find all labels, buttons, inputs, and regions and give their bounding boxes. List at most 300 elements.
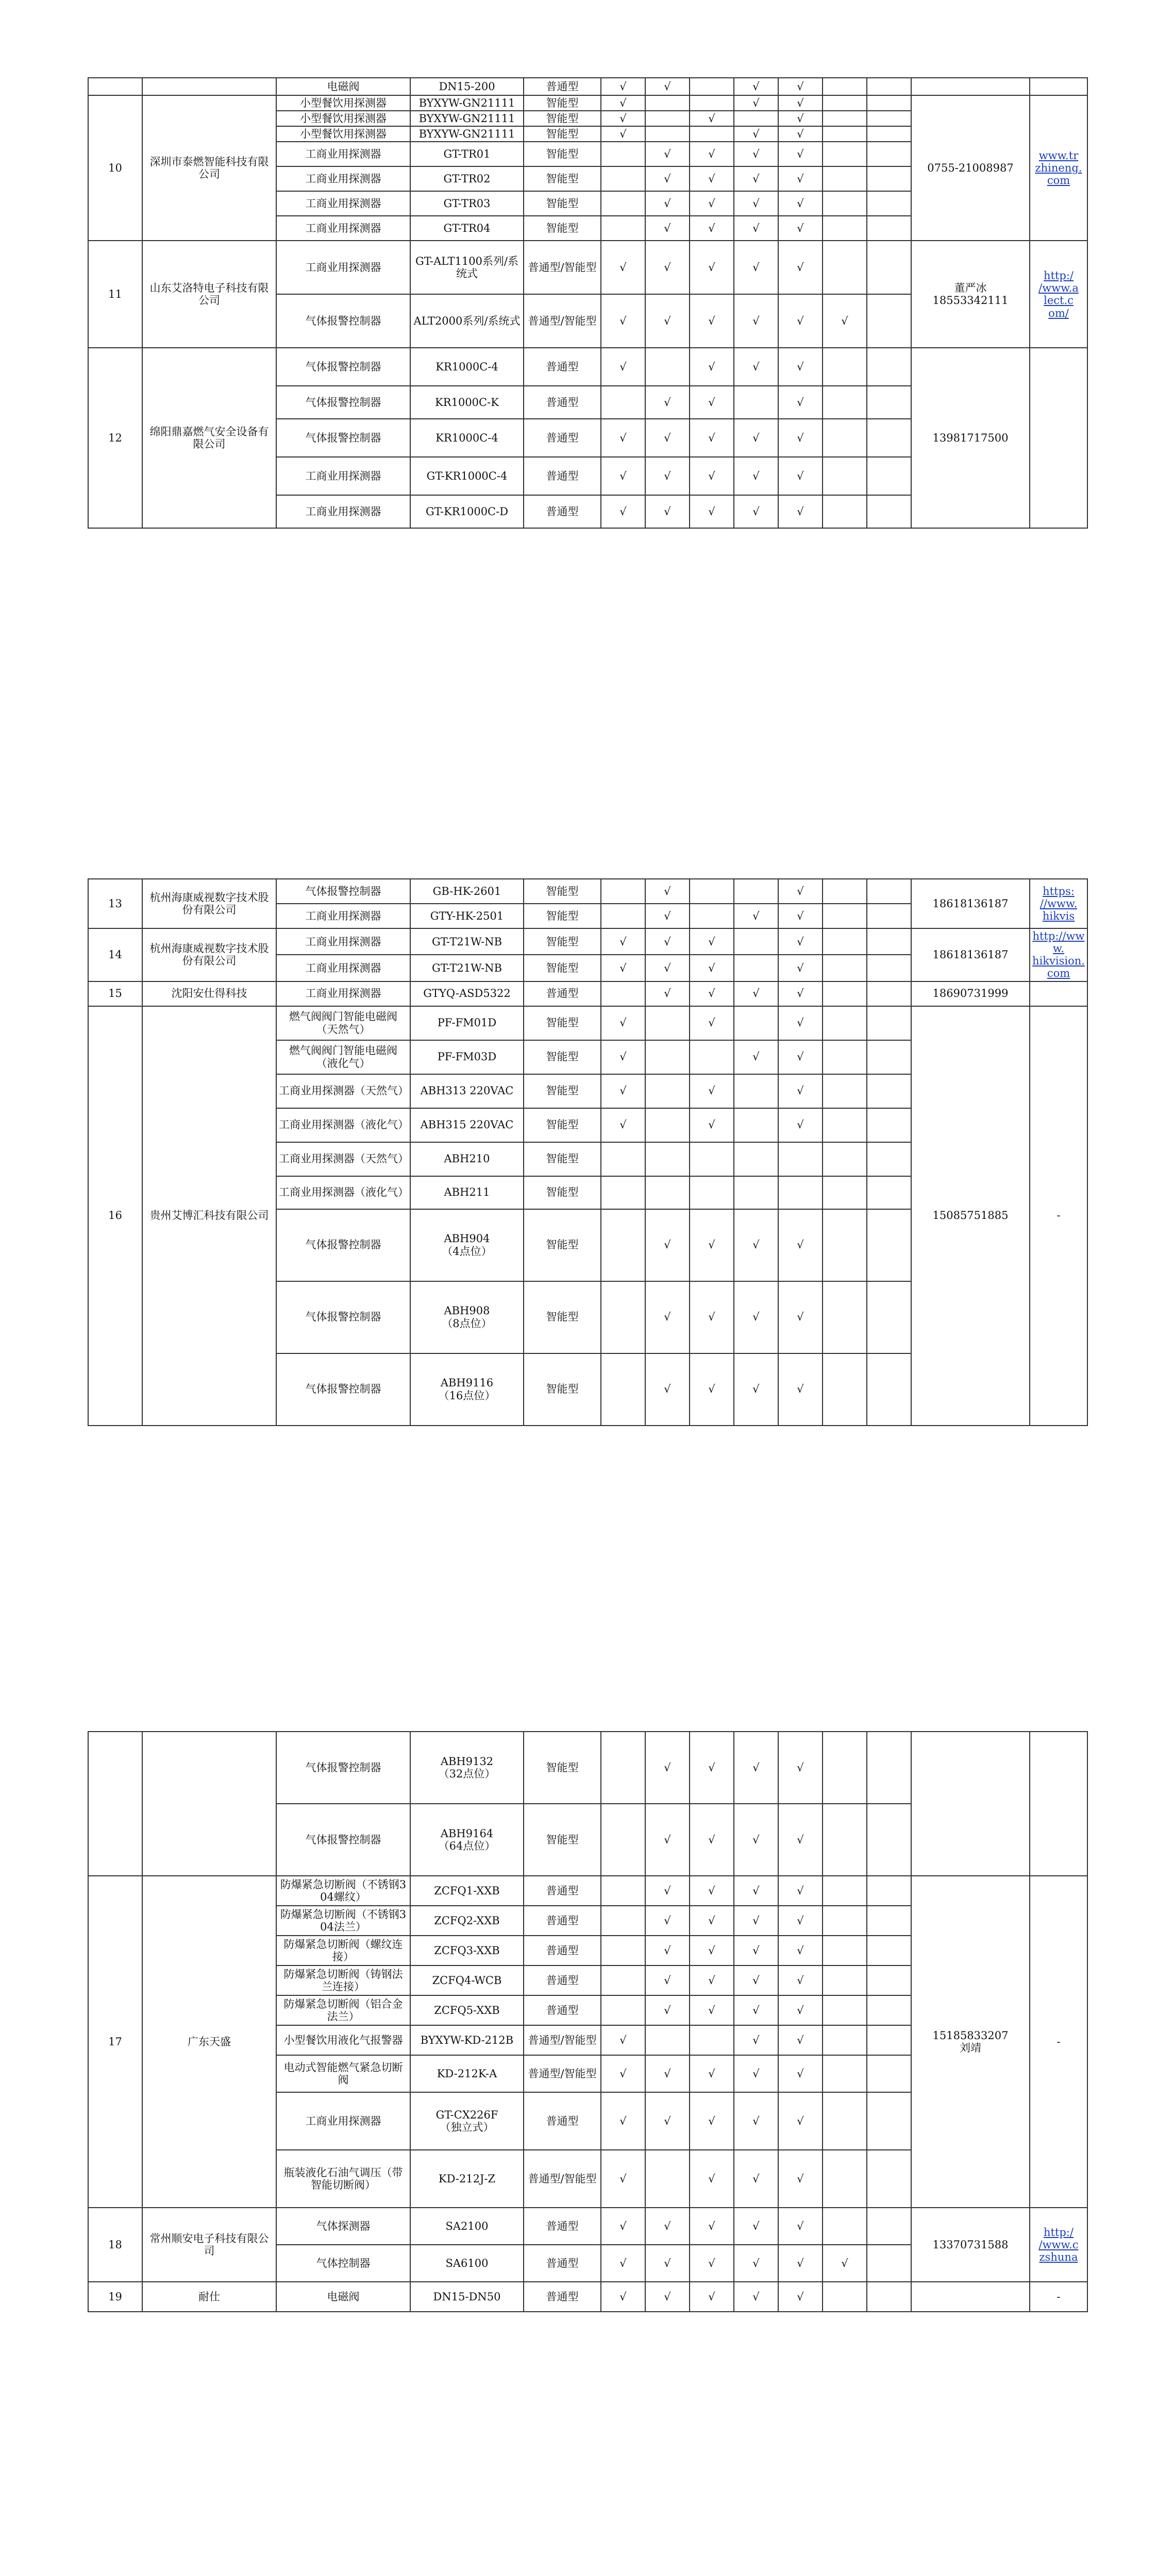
check-cell: √ [734,1040,778,1074]
model-number: KR1000C-4 [410,419,524,457]
product-name: 工商业用探测器 [276,2092,410,2150]
check-cell [823,241,867,294]
check-cell [601,1804,645,1876]
check-cell [823,1965,867,1995]
check-cell: √ [690,2055,734,2092]
check-cell [645,1176,690,1209]
check-cell: √ [778,1209,823,1281]
product-name: 气体报警控制器 [276,879,410,904]
website-link[interactable]: http:/ /www.a lect.c om/ [1030,241,1087,348]
check-cell: √ [778,879,823,904]
check-cell [823,1142,867,1176]
model-number: ABH9164 （64点位） [410,1804,524,1876]
check-cell: √ [734,2055,778,2092]
check-cell: √ [778,386,823,419]
check-cell: √ [778,1936,823,1965]
check-cell [867,1876,911,1906]
check-cell [645,95,690,111]
check-cell: √ [734,2150,778,2208]
model-number: ABH211 [410,1176,524,1209]
check-cell: √ [645,142,690,166]
check-cell: √ [645,495,690,528]
check-cell [867,1353,911,1426]
check-cell: √ [645,981,690,1006]
product-type: 智能型 [524,126,601,142]
check-cell: √ [645,78,690,95]
check-cell: √ [734,348,778,386]
check-cell: √ [645,1936,690,1965]
check-cell: √ [645,1804,690,1876]
check-cell: √ [690,1281,734,1353]
company-name: 绵阳鼎嘉燃气安全设备有限公司 [142,348,276,528]
check-cell [867,95,911,111]
product-name: 防爆紧急切断阀（不锈钢304法兰） [276,1906,410,1936]
contact-info: 18690731999 [911,981,1030,1006]
check-cell [867,348,911,386]
check-cell: √ [734,294,778,348]
check-cell [823,2055,867,2092]
check-cell: √ [645,2055,690,2092]
check-cell: √ [690,955,734,981]
check-cell: √ [690,1006,734,1040]
check-cell: √ [690,142,734,166]
check-cell [645,1006,690,1040]
check-cell [645,1108,690,1142]
product-type: 智能型 [524,1040,601,1074]
check-cell [823,142,867,166]
check-cell [867,191,911,216]
product-type: 智能型 [524,904,601,928]
check-cell: √ [823,2245,867,2282]
check-cell: √ [734,95,778,111]
check-cell: √ [778,1040,823,1074]
check-cell: √ [734,1995,778,2025]
website-link [1030,348,1087,528]
product-type: 普通型 [524,2208,601,2245]
check-cell [823,191,867,216]
website-link[interactable]: http://www. hikvision.com [1030,928,1087,981]
check-cell: √ [778,2150,823,2208]
check-cell: √ [690,419,734,457]
check-cell: √ [645,1965,690,1995]
check-cell [645,126,690,142]
product-table-3 [88,1731,1088,2312]
product-name: 气体报警控制器 [276,348,410,386]
product-name: 气体报警控制器 [276,1732,410,1804]
product-type: 智能型 [524,955,601,981]
check-cell: √ [601,126,645,142]
check-cell [690,1040,734,1074]
check-cell: √ [601,2055,645,2092]
product-type: 智能型 [524,166,601,191]
check-cell [823,1176,867,1209]
check-cell: √ [778,2025,823,2055]
product-type: 普通型 [524,1906,601,1936]
check-cell: √ [645,1209,690,1281]
check-cell: √ [778,191,823,216]
check-cell: √ [778,2245,823,2282]
company-name: 杭州海康威视数字技术股份有限公司 [142,879,276,928]
product-name: 工商业用探测器 [276,216,410,241]
check-cell [867,386,911,419]
model-number: ZCFQ5-XXB [410,1995,524,2025]
check-cell [867,955,911,981]
website-link [1030,1732,1087,1876]
row-number [88,78,142,95]
check-cell [601,1176,645,1209]
check-cell: √ [645,386,690,419]
check-cell [601,879,645,904]
check-cell: √ [734,241,778,294]
table-row [88,1732,1087,1804]
check-cell: √ [690,1906,734,1936]
check-cell: √ [734,904,778,928]
check-cell: √ [778,241,823,294]
product-type: 普通型 [524,1876,601,1906]
check-cell: √ [645,1281,690,1353]
model-number: GT-KR1000C-D [410,495,524,528]
check-cell: √ [601,2092,645,2150]
check-cell: √ [690,1732,734,1804]
check-cell [823,216,867,241]
check-cell [867,1732,911,1804]
check-cell: √ [645,294,690,348]
company-name: 贵州艾博汇科技有限公司 [142,1006,276,1426]
website-link: - [1030,1876,1087,2208]
product-name: 电磁阀 [276,78,410,95]
check-cell [601,1353,645,1426]
contact-info: 13981717500 [911,348,1030,528]
check-cell [823,386,867,419]
check-cell [601,1936,645,1965]
product-type: 智能型 [524,928,601,955]
check-cell [867,126,911,142]
contact-info: 15085751885 [911,1006,1030,1426]
check-cell: √ [734,2025,778,2055]
product-name: 电动式智能燃气紧急切断阀 [276,2055,410,2092]
check-cell [867,1965,911,1995]
product-type: 普通型 [524,457,601,495]
product-name: 工商业用探测器 [276,928,410,955]
product-name: 工商业用探测器 [276,495,410,528]
check-cell: √ [601,2208,645,2245]
row-number: 11 [88,241,142,348]
model-number: DN15-DN50 [410,2282,524,2312]
check-cell: √ [690,386,734,419]
check-cell: √ [645,166,690,191]
check-cell: √ [645,1876,690,1906]
check-cell [823,348,867,386]
check-cell: √ [690,2208,734,2245]
model-number: BYXYW-GN21111 [410,126,524,142]
check-cell [601,1906,645,1936]
check-cell [867,166,911,191]
check-cell: √ [734,166,778,191]
model-number: GT-ALT1100系列/系统式 [410,241,524,294]
check-cell: √ [690,1353,734,1426]
product-type: 普通型 [524,2092,601,2150]
check-cell: √ [734,419,778,457]
website-link[interactable]: http:/ /www.c zshuna [1030,2208,1087,2282]
table-row [88,95,1087,111]
model-number: DN15-200 [410,78,524,95]
check-cell [778,1142,823,1176]
check-cell: √ [690,928,734,955]
check-cell: √ [690,1936,734,1965]
check-cell: √ [645,1353,690,1426]
check-cell [601,904,645,928]
product-name: 气体报警控制器 [276,1804,410,1876]
check-cell [823,126,867,142]
check-cell [601,166,645,191]
check-cell: √ [601,2282,645,2312]
check-cell [690,1176,734,1209]
check-cell: √ [601,95,645,111]
check-cell [823,1804,867,1876]
product-name: 气体报警控制器 [276,1353,410,1426]
product-type: 智能型 [524,1209,601,1281]
check-cell: √ [601,928,645,955]
check-cell: √ [734,1353,778,1426]
product-type: 智能型 [524,95,601,111]
check-cell: √ [778,1074,823,1108]
check-cell [645,111,690,126]
check-cell: √ [601,1040,645,1074]
check-cell [867,495,911,528]
product-name: 气体报警控制器 [276,1281,410,1353]
company-name: 耐仕 [142,2282,276,2312]
product-type: 智能型 [524,191,601,216]
check-cell: √ [734,126,778,142]
model-number: ZCFQ1-XXB [410,1876,524,1906]
model-number: ABH904 （4点位） [410,1209,524,1281]
check-cell: √ [734,142,778,166]
product-type: 智能型 [524,1281,601,1353]
product-table-1 [88,77,1088,529]
check-cell: √ [645,928,690,955]
check-cell [601,216,645,241]
check-cell: √ [778,1353,823,1426]
check-cell [645,2025,690,2055]
table-row [88,348,1087,386]
check-cell: √ [778,955,823,981]
product-name: 防爆紧急切断阀（铸钢法兰连接） [276,1965,410,1995]
check-cell [601,1281,645,1353]
company-name [142,78,276,95]
check-cell: √ [645,457,690,495]
check-cell [867,904,911,928]
product-type: 普通型/智能型 [524,241,601,294]
check-cell: √ [734,1209,778,1281]
check-cell [867,216,911,241]
product-name: 燃气阀阀门智能电磁阀（液化气） [276,1040,410,1074]
check-cell [734,1176,778,1209]
check-cell: √ [734,1936,778,1965]
check-cell [601,1965,645,1995]
row-number: 13 [88,879,142,928]
check-cell: √ [778,904,823,928]
model-number: SA6100 [410,2245,524,2282]
check-cell: √ [645,2208,690,2245]
check-cell [867,419,911,457]
product-type: 智能型 [524,1804,601,1876]
row-number: 12 [88,348,142,528]
company-name: 山东艾洛特电子科技有限公司 [142,241,276,348]
check-cell [867,2055,911,2092]
check-cell: √ [778,2208,823,2245]
check-cell: √ [778,2282,823,2312]
model-number: BYXYW-KD-212B [410,2025,524,2055]
check-cell: √ [778,981,823,1006]
model-number: GTY-HK-2501 [410,904,524,928]
check-cell: √ [734,1906,778,1936]
company-name: 沈阳安仕得科技 [142,981,276,1006]
check-cell [867,241,911,294]
model-number: ZCFQ4-WCB [410,1965,524,1995]
contact-info: 18618136187 [911,928,1030,981]
check-cell [734,1074,778,1108]
website-link: - [1030,1006,1087,1426]
check-cell: √ [823,294,867,348]
website-link[interactable]: https: //www. hikvis [1030,879,1087,928]
website-link [1030,981,1087,1006]
company-name: 杭州海康威视数字技术股份有限公司 [142,928,276,981]
product-name: 小型餐饮用探测器 [276,95,410,111]
model-number: ABH315 220VAC [410,1108,524,1142]
check-cell: √ [601,241,645,294]
check-cell: √ [601,78,645,95]
check-cell: √ [601,294,645,348]
check-cell: √ [645,879,690,904]
website-link [1030,78,1087,95]
product-name: 工商业用探测器 [276,955,410,981]
product-type: 普通型/智能型 [524,2025,601,2055]
product-name: 工商业用探测器 [276,981,410,1006]
check-cell: √ [734,78,778,95]
check-cell [823,95,867,111]
product-type: 普通型 [524,78,601,95]
product-name: 气体报警控制器 [276,294,410,348]
product-name: 燃气阀阀门智能电磁阀（天然气） [276,1006,410,1040]
check-cell: √ [734,2092,778,2150]
check-cell: √ [778,2055,823,2092]
check-cell: √ [734,981,778,1006]
check-cell: √ [601,111,645,126]
check-cell: √ [778,1876,823,1906]
check-cell [734,1108,778,1142]
company-name: 常州顺安电子科技有限公司 [142,2208,276,2282]
check-cell [645,1142,690,1176]
check-cell [867,142,911,166]
product-type: 智能型 [524,1142,601,1176]
check-cell: √ [734,1965,778,1995]
check-cell: √ [734,2245,778,2282]
product-type: 普通型 [524,2282,601,2312]
check-cell [823,1040,867,1074]
check-cell [867,2208,911,2245]
check-cell: √ [778,1995,823,2025]
check-cell [867,78,911,95]
product-type: 普通型 [524,1965,601,1995]
row-number: 17 [88,1876,142,2208]
check-cell: √ [690,2150,734,2208]
table-row [88,2282,1087,2312]
check-cell: √ [601,2025,645,2055]
check-cell [867,2282,911,2312]
website-link: - [1030,2282,1087,2312]
model-number: GB-HK-2601 [410,879,524,904]
website-link[interactable]: www.tr zhineng.com [1030,95,1087,241]
product-name: 气体报警控制器 [276,386,410,419]
check-cell [601,1209,645,1281]
product-name: 气体探测器 [276,2208,410,2245]
check-cell: √ [690,457,734,495]
check-cell: √ [778,1006,823,1040]
check-cell [867,1209,911,1281]
model-number: KD-212J-Z [410,2150,524,2208]
product-name: 气体控制器 [276,2245,410,2282]
product-type: 普通型 [524,386,601,419]
check-cell: √ [778,216,823,241]
model-number: KD-212K-A [410,2055,524,2092]
check-cell: √ [778,1906,823,1936]
model-number: SA2100 [410,2208,524,2245]
check-cell: √ [734,1804,778,1876]
check-cell [601,981,645,1006]
check-cell [823,2150,867,2208]
check-cell [601,1995,645,2025]
product-type: 普通型 [524,981,601,1006]
product-name: 工商业用探测器（液化气） [276,1176,410,1209]
check-cell: √ [690,1995,734,2025]
check-cell [823,1074,867,1108]
check-cell [823,111,867,126]
check-cell [601,142,645,166]
check-cell: √ [601,2245,645,2282]
check-cell [867,457,911,495]
contact-info: 15185833207 刘靖 [911,1876,1030,2208]
company-name: 广东天盛 [142,1876,276,2208]
product-name: 防爆紧急切断阀（螺纹连接） [276,1936,410,1965]
check-cell [601,1142,645,1176]
product-type: 普通型/智能型 [524,2055,601,2092]
check-cell [601,191,645,216]
check-cell [867,1176,911,1209]
check-cell: √ [645,1995,690,2025]
check-cell [823,78,867,95]
product-type: 智能型 [524,1006,601,1040]
product-type: 智能型 [524,1353,601,1426]
check-cell: √ [690,1876,734,1906]
check-cell [734,955,778,981]
check-cell [645,348,690,386]
model-number: GT-T21W-NB [410,955,524,981]
check-cell: √ [601,955,645,981]
check-cell: √ [601,457,645,495]
check-cell [601,386,645,419]
check-cell: √ [601,1074,645,1108]
model-number: PF-FM01D [410,1006,524,1040]
product-type: 智能型 [524,1108,601,1142]
model-number: GT-TR03 [410,191,524,216]
check-cell [867,1995,911,2025]
check-cell [734,928,778,955]
contact-info [911,1732,1030,1876]
check-cell: √ [778,928,823,955]
contact-info: 董严冰 18553342111 [911,241,1030,348]
check-cell [823,1732,867,1804]
model-number: GT-CX226F （独立式） [410,2092,524,2150]
